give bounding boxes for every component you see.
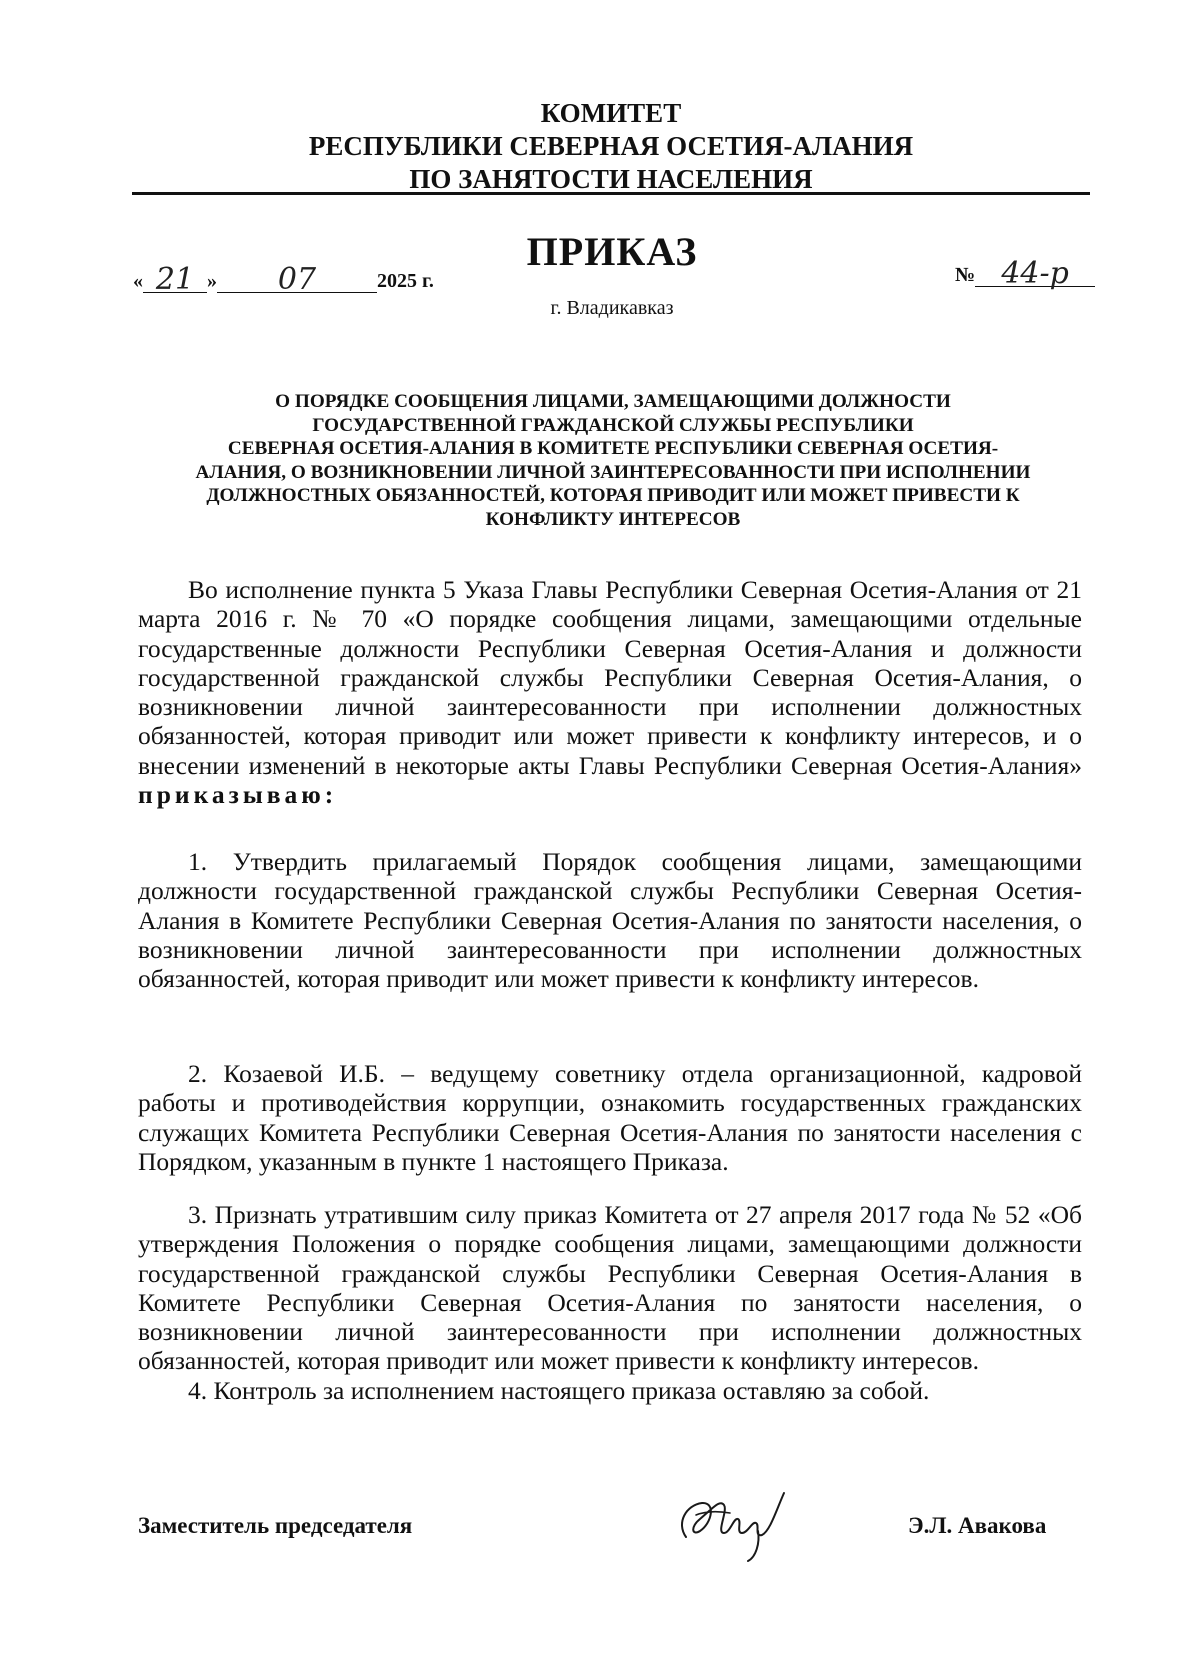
- date-month: 07: [277, 262, 317, 297]
- order-item-1: 1. Утвердить прилагаемый Порядок сообщения лицами, замещающими должности государственной гражданской службы Республики Северная Осетия-Алания в Комитете Республики Северная Осетия-Алания по занятости населения, о возникновении личной заинтересованности при исполнении должностных обязанностей, которая приводит или может привести к конфликту интересов.: [138, 847, 1082, 994]
- org-line: ПО ЗАНЯТОСТИ НАСЕЛЕНИЯ: [409, 164, 813, 194]
- preamble-paragraph: [138, 575, 1082, 809]
- subject-line: КОНФЛИКТУ ИНТЕРЕСОВ: [485, 508, 741, 530]
- date-open-quote: «: [133, 270, 143, 292]
- subject-line: ДОЛЖНОСТНЫХ ОБЯЗАННОСТЕЙ, КОТОРАЯ ПРИВОДИТ ИЛИ МОЖЕТ ПРИВЕСТИ К: [206, 485, 1020, 507]
- signer-position: Заместитель председателя: [138, 1513, 413, 1538]
- date-close-quote: »: [207, 270, 217, 292]
- order-word: приказываю:: [138, 780, 338, 810]
- order-item-4: 4. Контроль за исполнением настоящего приказа оставляю за собой.: [188, 1375, 930, 1405]
- subject-line: АЛАНИЯ, О ВОЗНИКНОВЕНИИ ЛИЧНОЙ ЗАИНТЕРЕСОВАННОСТИ ПРИ ИСПОЛНЕНИИ: [195, 461, 1031, 483]
- signer-name: Э.Л. Авакова: [908, 1513, 1047, 1538]
- organization-header: [130, 97, 1092, 196]
- order-item-2: 2. Козаевой И.Б. – ведущему советнику отдела организационной, кадровой работы и противодействия коррупции, ознакомить государственных гражданских служащих Комитета Республики Северная Осетия-Алания по занятости населения с Порядком, указанным в пункте 1 настоящего Приказа.: [138, 1059, 1082, 1176]
- item-3-block: [138, 1200, 1082, 1405]
- subject-line: СЕВЕРНАЯ ОСЕТИЯ-АЛАНИЯ В КОМИТЕТЕ РЕСПУБЛИКИ СЕВЕРНАЯ ОСЕТИЯ-: [227, 438, 999, 460]
- document-number: [955, 256, 1095, 291]
- number-value: 44-р: [1001, 256, 1069, 291]
- number-prefix: №: [955, 264, 976, 286]
- order-item-3: 3. Признать утратившим силу приказ Комитета от 27 апреля 2017 года № 52 «Об утверждения Положения о порядке сообщения лицами, замещающими должности государственной гражданской службы Республики Северная Осетия-Алания в Комитете Республики Северная Осетия-Алания по занятости населения, о возникновении личной заинтересованности при исполнении должностных обязанностей, которая приводит или может привести к конфликту интересов.: [138, 1200, 1082, 1376]
- item-2-block: [138, 1059, 1082, 1176]
- subject-line: ГОСУДАРСТВЕННОЙ ГРАЖДАНСКОЙ СЛУЖБЫ РЕСПУБЛИКИ: [312, 414, 914, 436]
- document-date: [133, 262, 434, 297]
- document-subject: [138, 390, 1088, 532]
- document-city: г. Владикавказ: [550, 297, 674, 319]
- item-1-block: [138, 847, 1082, 993]
- preamble-text: Во исполнение пункта 5 Указа Главы Республики Северная Осетия-Алания от 21 марта 2016 г. № 70 «О порядке сообщения лицами, замещающими отдельные государственные должности Республики Северная Осетия-Алания и должности государственной гражданской службы Республики Северная Осетия-Алания, о возникновении личной заинтересованности при исполнении должностных обязанностей, которая приводит или может привести к конфликту интересов, и о внесении изменений в некоторые акты Главы Республики Северная Осетия-Алания»: [138, 575, 1082, 780]
- handwritten-signature: [672, 1475, 802, 1565]
- org-line: РЕСПУБЛИКИ СЕВЕРНАЯ ОСЕТИЯ-АЛАНИЯ: [308, 131, 914, 161]
- header-divider: [132, 192, 1090, 195]
- org-line: КОМИТЕТ: [540, 98, 682, 128]
- date-year: 2025 г.: [377, 270, 434, 292]
- document-type: ПРИКАЗ: [526, 229, 698, 274]
- subject-line: О ПОРЯДКЕ СООБЩЕНИЯ ЛИЦАМИ, ЗАМЕЩАЮЩИМИ ДОЛЖНОСТИ: [275, 391, 951, 412]
- preamble-block: [138, 575, 1082, 809]
- date-day: 21: [155, 262, 195, 297]
